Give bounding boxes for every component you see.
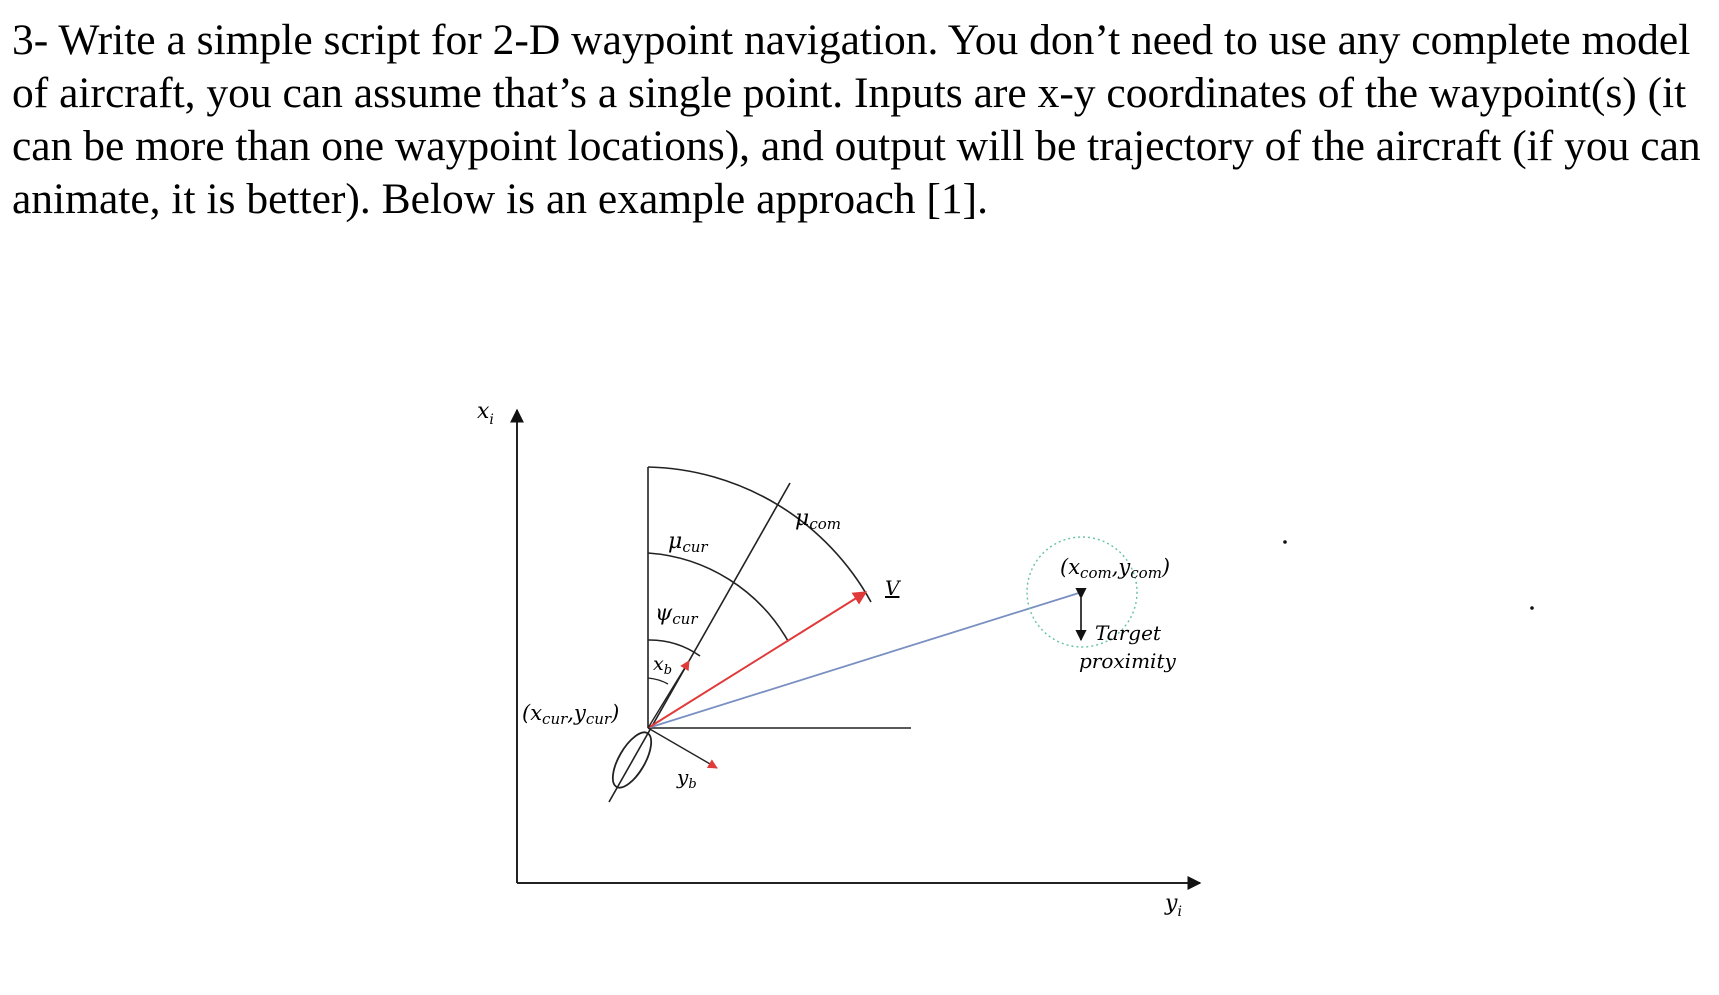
axis-y-label: $y_i$ xyxy=(1165,891,1182,920)
command-position-label: (xcom,ycom) xyxy=(1060,555,1171,582)
mu-com-label: μcom xyxy=(795,506,841,533)
x-body-label: $x_b$ xyxy=(653,653,673,678)
y-body-label: $y_b$ xyxy=(677,765,697,792)
question-text: 3- Write a simple script for 2-D waypoint navigation. You don’t need to use any complete model of aircraft, you can assume that’s a single point. Inputs are x-y coordinates of the waypoint(s) (it can be more than one waypoint locations), and output will be trajectory of the aircraft (if you can animate, it is better). Below is an example approach [1]. xyxy=(12,16,1701,223)
line-of-sight xyxy=(648,592,1082,728)
current-position-label: (xcur,ycur) xyxy=(522,701,620,728)
stray-dot xyxy=(1530,606,1534,610)
velocity-label: V xyxy=(885,576,900,600)
mu-cur-arc xyxy=(648,553,788,641)
stray-dot xyxy=(1283,540,1287,544)
heading-line xyxy=(609,483,790,802)
small-angle-arc xyxy=(648,678,668,684)
proximity-label: proximity xyxy=(1079,649,1176,673)
target-label: Target xyxy=(1095,621,1161,645)
mu-cur-label: μcur xyxy=(668,529,708,556)
psi-cur-label: ψcur xyxy=(655,601,698,628)
axis-x-label: $x_i$ xyxy=(477,399,494,428)
body-y-axis xyxy=(648,728,717,768)
